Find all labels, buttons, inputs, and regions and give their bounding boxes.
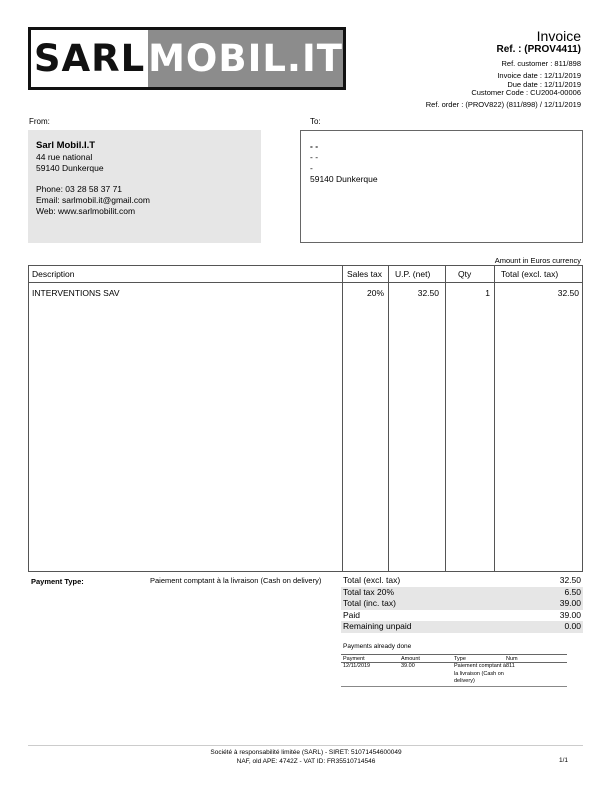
total-value: 32.50 xyxy=(559,575,581,585)
logo-text-left: SARL xyxy=(31,30,148,87)
paid-row xyxy=(341,610,583,622)
sender-street: 44 rue national xyxy=(36,152,93,162)
total-label: Remaining unpaid xyxy=(343,621,412,631)
from-label: From: xyxy=(29,117,50,126)
total-excl-tax-row xyxy=(341,575,583,587)
footer-line-2: NAF, old APE: 4742Z - VAT ID: FR35510714546 xyxy=(236,758,376,765)
logo-text-right: MOBIL.IT xyxy=(148,30,343,87)
footer-line-1: Société à responsabilité limitée (SARL) - SIRET: 51071454600049 xyxy=(210,749,402,756)
remaining-unpaid-row xyxy=(341,621,583,633)
col-header-description: Description xyxy=(32,269,75,279)
invoice-ref: Ref. : (PROV4411) xyxy=(496,44,581,55)
sender-name: Sarl Mobil.I.T xyxy=(36,140,96,151)
column-divider xyxy=(494,266,495,571)
sender-phone: Phone: 03 28 58 37 71 xyxy=(36,184,123,194)
line-unit-price: 32.50 xyxy=(417,288,439,298)
total-tax-row xyxy=(341,587,583,599)
company-logo xyxy=(28,27,346,90)
payment-row xyxy=(341,663,567,687)
payment-type: Paiement comptant à la livraison (Cash on delivery) xyxy=(454,663,506,684)
customer-code: Customer Code : CU2004-00006 xyxy=(471,88,581,98)
recipient-city: 59140 Dunkerque xyxy=(310,174,378,184)
line-tax: 20% xyxy=(366,288,384,298)
customer-ref: Ref. customer : 811/898 xyxy=(501,59,581,68)
sender-email: Email: sarlmobil.it@gmail.com xyxy=(36,195,150,205)
total-label: Paid xyxy=(343,609,361,620)
page-number: 1/1 xyxy=(558,757,568,764)
payment-amount: 39.00 xyxy=(401,663,415,669)
sender-box xyxy=(28,130,261,243)
column-divider xyxy=(388,266,389,571)
total-inc-tax-row xyxy=(341,598,583,610)
col-header-qty: Qty xyxy=(458,269,472,279)
total-label: Total (inc. tax) xyxy=(343,598,396,608)
sender-web: Web: www.sarlmobilit.com xyxy=(36,206,136,216)
invoice-lines-table xyxy=(28,265,583,572)
line-total: 32.50 xyxy=(557,288,579,298)
payments-header-row xyxy=(341,654,567,663)
total-label: Total (excl. tax) xyxy=(343,575,401,585)
recipient-line1: - - xyxy=(310,152,319,162)
legal-footer xyxy=(0,748,612,766)
invoice-header xyxy=(426,29,581,110)
column-divider xyxy=(342,266,343,571)
recipient-box xyxy=(300,130,583,243)
total-value: 0.00 xyxy=(564,621,581,631)
footer-divider xyxy=(28,745,583,746)
total-value: 39.00 xyxy=(559,598,581,608)
invoice-title: Invoice xyxy=(536,28,581,44)
col-header-total: Total (excl. tax) xyxy=(501,269,559,279)
payments-done-title: Payments already done xyxy=(343,643,412,650)
column-divider xyxy=(445,266,446,571)
total-label: Total tax 20% xyxy=(343,586,395,597)
col-header-up: U.P. (net) xyxy=(395,269,431,279)
order-ref: Ref. order : (PROV822) (811/898) / 12/11/2019 xyxy=(425,100,581,110)
payments-col-type: Type xyxy=(454,656,466,662)
recipient-line2: - xyxy=(310,163,313,173)
header-divider xyxy=(29,282,582,283)
payments-col-amount: Amount xyxy=(401,656,420,662)
line-qty: 1 xyxy=(485,288,490,298)
line-description: INTERVENTIONS SAV xyxy=(32,288,120,298)
payments-col-num: Num xyxy=(506,656,518,662)
payment-date: 12/11/2019 xyxy=(343,663,371,669)
currency-note: Amount in Euros currency xyxy=(494,256,581,265)
payment-num: 811 xyxy=(506,663,515,669)
total-value: 6.50 xyxy=(564,586,581,597)
total-value: 39.00 xyxy=(559,609,581,620)
due-date: Due date : 12/11/2019 xyxy=(507,79,581,89)
to-label: To: xyxy=(310,117,321,126)
col-header-tax: Sales tax xyxy=(347,269,382,279)
payments-done-table xyxy=(341,654,567,687)
payment-type-value: Paiement comptant à la livraison (Cash on delivery) xyxy=(150,576,322,585)
recipient-name: - - xyxy=(310,141,319,151)
totals-block xyxy=(341,575,583,633)
invoice-date: Invoice date : 12/11/2019 xyxy=(497,70,581,80)
payment-type-label: Payment Type: xyxy=(31,577,84,586)
payments-col-payment: Payment xyxy=(343,656,365,662)
sender-city: 59140 Dunkerque xyxy=(36,163,104,173)
